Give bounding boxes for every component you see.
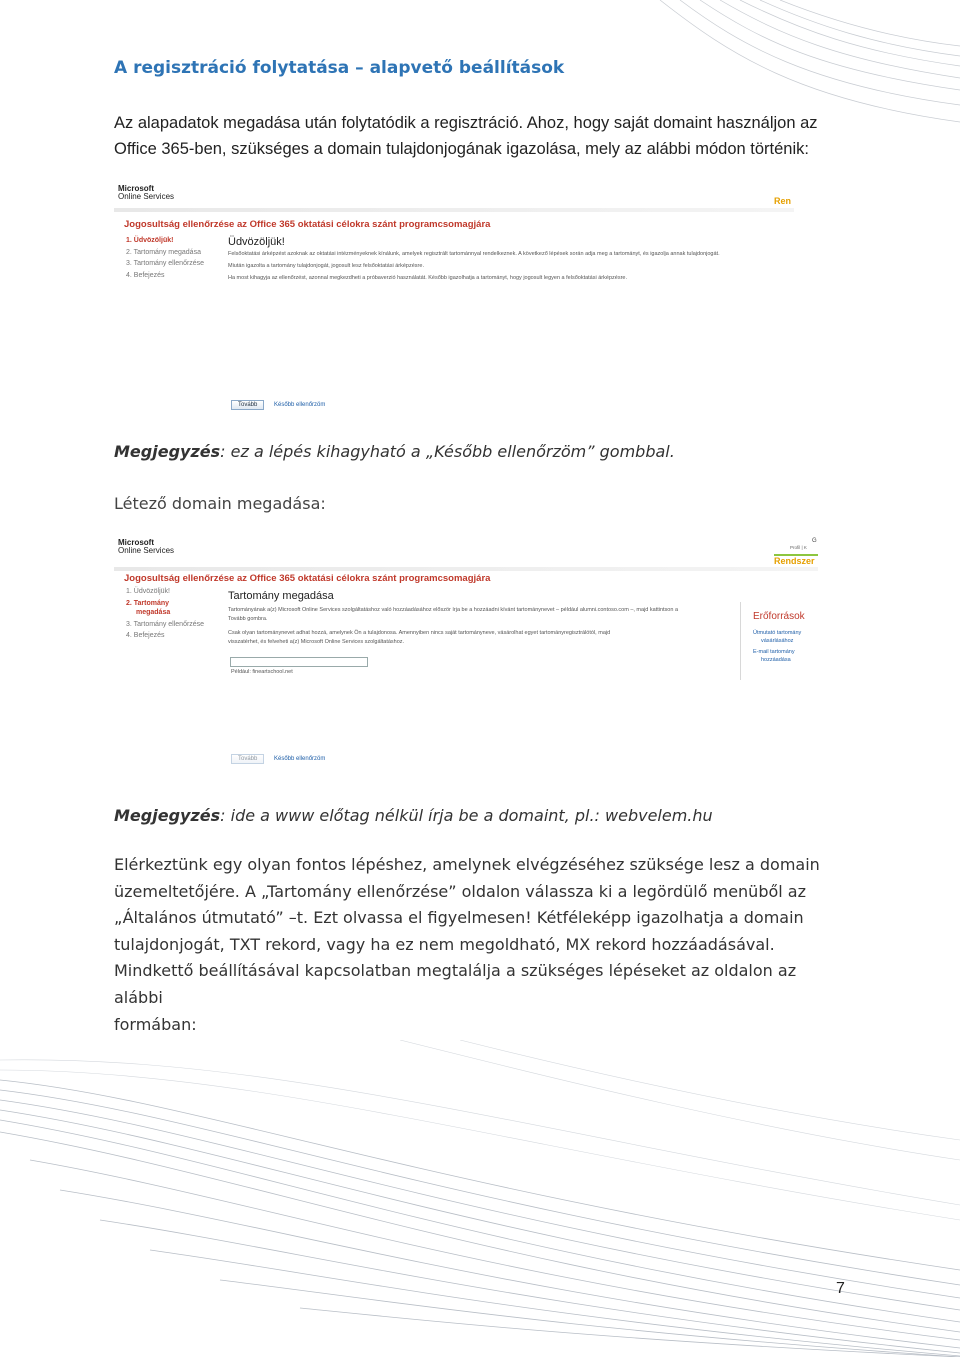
final-line-4: tulajdonjogát, TXT rekord, vagy ha ez nem megoldható, MX rekord hozzáadásával. <box>114 934 775 954</box>
page-number: 7 <box>836 1280 845 1297</box>
note-1-label: Megjegyzés <box>114 442 221 461</box>
domain-line-2: Tovább gombra. <box>228 616 268 622</box>
logo-line-2: Online Services <box>118 192 175 201</box>
screenshot-welcome <box>114 182 794 412</box>
note-domain <box>114 806 713 825</box>
final-paragraph <box>114 852 834 1038</box>
intro-paragraph <box>114 110 854 162</box>
intro-line-1: Az alapadatok megadása után folytatódik a regisztráció. Ahoz, hogy saját domaint használjon az <box>114 114 818 132</box>
header-bar <box>114 567 818 571</box>
logo-line-2: Online Services <box>118 546 175 555</box>
welcome-line-3: Ha most kihagyja az ellenőrzést, azonnal megkezdheti a próbaverzió használatát. Később igazolhatja a tartományt, hogy jogosult legyen a felsőoktatási árképzésre. <box>228 275 627 281</box>
note-1-text: : ez a lépés kihagyható a „Később ellenőrzöm” gombbal. <box>220 442 675 461</box>
resource-link-1[interactable]: Útmutató tartomány <box>753 630 802 636</box>
domain-line-1: Tartományának a(z) Microsoft Online Services szolgáltatáshoz való hozzáadásához először írja be a hozzáadni kívánt tartománynevet – például alumni.contoso.com –, majd kattintson a <box>228 607 679 613</box>
final-line-1: Elérkeztünk egy olyan fontos lépéshez, amelynek elvégzéséhez szüksége lesz a domain <box>114 855 820 874</box>
welcome-line-1: Felsőoktatási árképzést azoknak az oktatási intézményeknek kínálunk, amelyek regisztrált tartománnyal rendelkeznek. A következő lépések során adja meg a tartományt, és igazolja annak tulajdonjogát. <box>228 251 720 257</box>
intro-line-2: Office 365-ben, szükséges a domain tulajdonjogának igazolása, mely az alábbi módon történik: <box>114 140 809 158</box>
resources-title: Erőforrások <box>753 611 805 622</box>
note-2-text: : ide a www előtag nélkül írja be a domaint, pl.: webvelem.hu <box>220 806 713 825</box>
step-1: 1. Üdvözöljük! <box>126 237 174 244</box>
steps-list <box>126 587 204 641</box>
step-3: 3. Tartomány ellenőrzése <box>126 260 205 267</box>
final-line-6: formában: <box>114 1014 197 1034</box>
domain-heading: Tartomány megadása <box>228 590 334 602</box>
existing-domain-label: Létező domain megadása: <box>114 494 326 513</box>
resource-link-2-cont[interactable]: hozzáadása <box>761 657 791 663</box>
later-link[interactable]: Később ellenőrzöm <box>274 756 326 762</box>
resource-link-1-cont[interactable]: vásárlásához <box>761 638 794 644</box>
domain-line-3: Csak olyan tartománynevet adhat hozzá, amelynek Ön a tulajdonosa. Amennyiben nincs saját tartományneve, vásárolhat egyet tartományregisztrálótól, majd <box>228 630 611 636</box>
page-heading: A regisztráció folytatása – alapvető beállítások <box>114 58 565 78</box>
welcome-line-2: Miután igazolta a tartomány tulajdonjogát, jogosult lesz felsőoktatási árképzésre. <box>228 263 424 269</box>
logo-line-1: Microsoft <box>118 184 154 193</box>
step-2-cont: megadása <box>136 609 171 616</box>
shot-title: Jogosultság ellenőrzése az Office 365 oktatási célokra szánt programcsomagjára <box>124 573 491 584</box>
header-bar <box>114 208 794 212</box>
screenshot-enter-domain <box>114 536 818 771</box>
header-right-profile: Profil | K <box>790 545 807 550</box>
step-3: 3. Tartomány ellenőrzése <box>126 620 205 628</box>
header-right-top: G <box>812 538 817 544</box>
step-1: 1. Üdvözöljük! <box>126 588 170 595</box>
shot-title: Jogosultság ellenőrzése az Office 365 oktatási célokra szánt programcsomagjára <box>124 219 491 230</box>
welcome-heading: Üdvözöljük! <box>228 236 285 248</box>
microsoft-logo <box>118 185 174 201</box>
domain-text <box>228 606 728 647</box>
note-skip <box>114 442 675 461</box>
microsoft-logo <box>118 539 174 555</box>
next-button[interactable]: Tovább <box>231 400 264 410</box>
final-line-5: Mindkettő beállításával kapcsolatban megtalálja a szükséges lépéseket az oldalon az alábbi <box>114 961 797 1007</box>
next-button[interactable]: Tovább <box>231 754 264 764</box>
logo-line-1: Microsoft <box>118 538 154 547</box>
step-4: 4. Befejezés <box>126 632 165 639</box>
domain-line-4: visszatérhet, és felveheti a(z) Microsoft Online Services szolgáltatáshoz. <box>228 639 405 645</box>
final-line-3: „Általános útmutató” –t. Ezt olvassa el figyelmesen! Kétféleképp igazolhatja a domain <box>114 908 804 928</box>
resources-divider <box>740 602 741 680</box>
domain-example: Például: fineartschool.net <box>231 669 293 675</box>
header-right-text: Ren <box>774 196 792 206</box>
final-line-2: üzemeltetőjére. A „Tartomány ellenőrzése” oldalon válassza ki a legördülő menüből az <box>114 881 806 901</box>
note-2-label: Megjegyzés <box>114 806 221 825</box>
step-4: 4. Befejezés <box>126 271 165 279</box>
step-2: 2. Tartomány <box>126 599 170 607</box>
decorative-waves-top <box>0 0 960 200</box>
decorative-waves-bottom <box>0 1040 960 1357</box>
steps-list <box>126 235 204 281</box>
step-2: 2. Tartomány megadása <box>126 248 201 256</box>
welcome-text <box>228 250 788 283</box>
domain-input[interactable] <box>230 657 368 667</box>
resources-links <box>753 629 801 664</box>
resource-link-2[interactable]: E-mail tartomány <box>753 649 795 655</box>
later-link[interactable]: Később ellenőrzöm <box>274 402 326 408</box>
header-right-text: Rendszer <box>774 556 815 566</box>
